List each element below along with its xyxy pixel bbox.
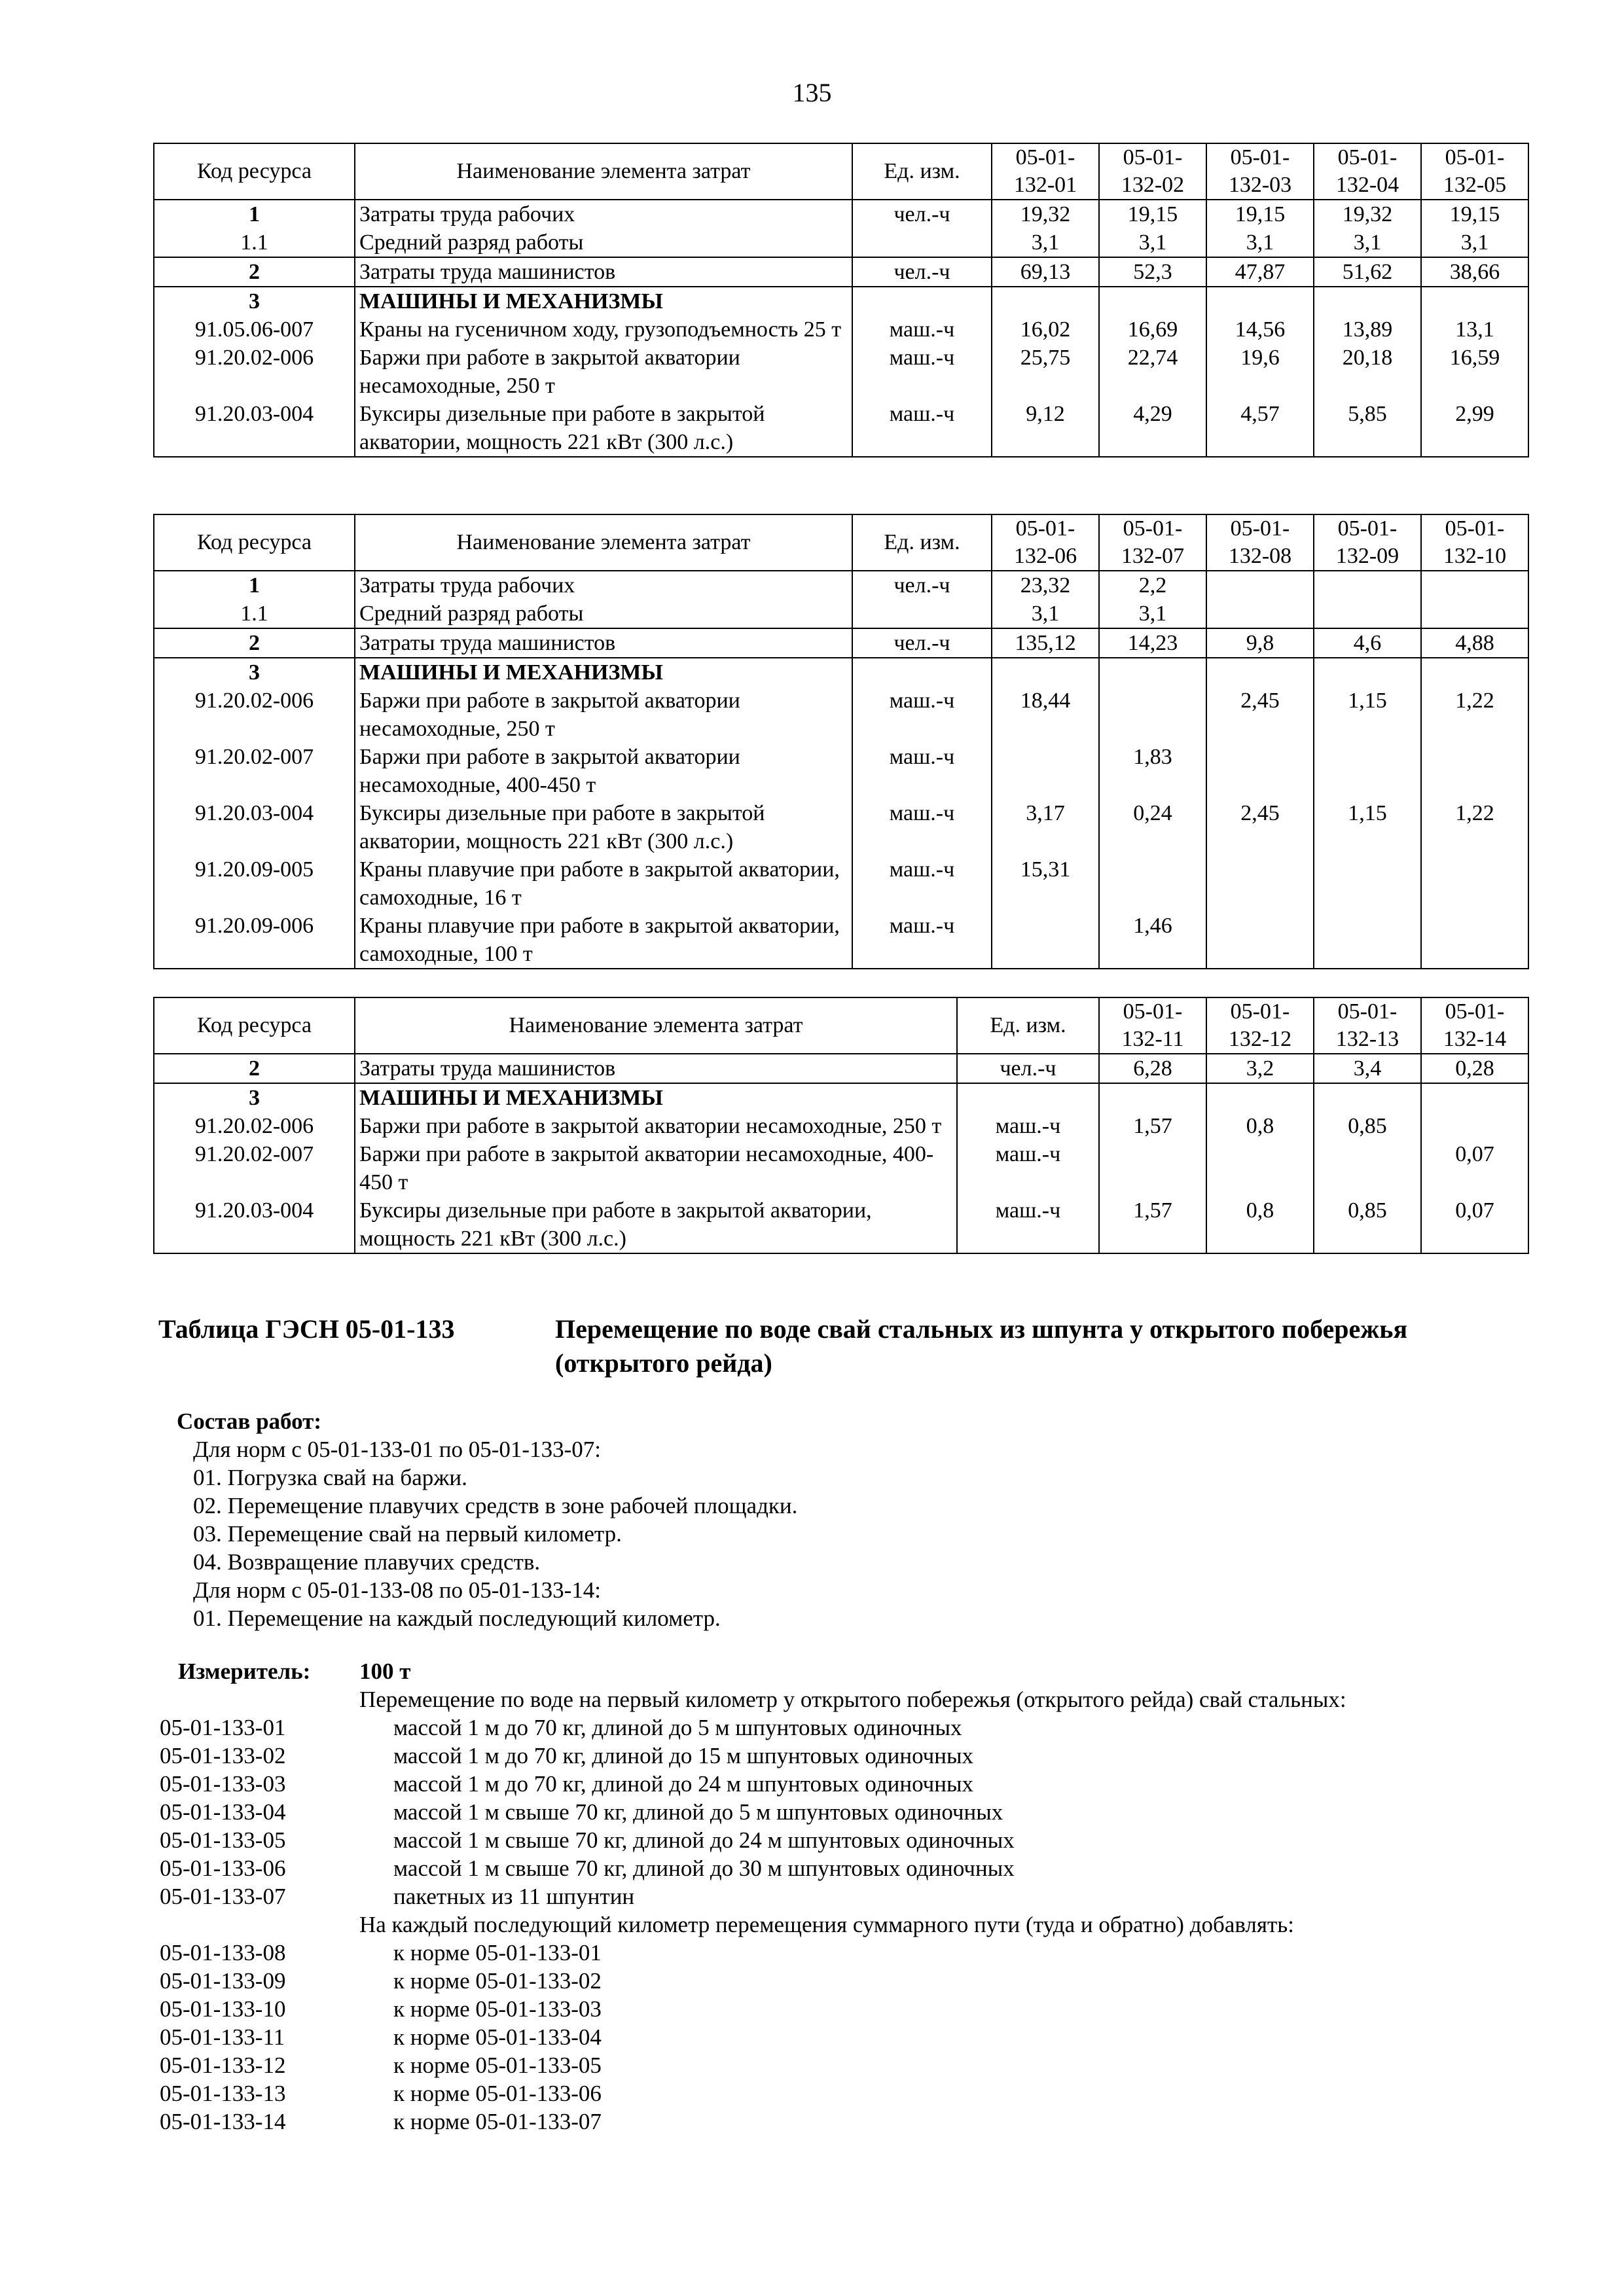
resource-code: 91.20.03-004 bbox=[154, 400, 355, 457]
table-row bbox=[154, 743, 1528, 799]
norm-code: 05-01-133-09 bbox=[160, 1968, 286, 1994]
norm-row bbox=[160, 1826, 1346, 1854]
table-row bbox=[154, 600, 1528, 628]
norm-code: 05-01-133-03 bbox=[160, 1771, 286, 1797]
value-cell: 19,32 bbox=[1314, 200, 1421, 228]
col-header-norm: 05-01-132-14 bbox=[1421, 997, 1528, 1054]
value-cell bbox=[1206, 571, 1314, 600]
value-cell bbox=[1206, 658, 1314, 687]
resource-name: Баржи при работе в закрытой акватории несамоходные, 250 т bbox=[355, 344, 852, 400]
resource-code: 91.20.02-006 bbox=[154, 344, 355, 400]
value-cell: 19,15 bbox=[1421, 200, 1528, 228]
table-row bbox=[154, 257, 1528, 287]
resource-unit bbox=[852, 287, 992, 315]
norm-row bbox=[160, 1713, 1346, 1742]
value-cell bbox=[1206, 600, 1314, 628]
value-cell bbox=[1206, 912, 1314, 969]
value-cell: 25,75 bbox=[992, 344, 1099, 400]
value-cell: 3,17 bbox=[992, 799, 1099, 855]
meter-intro bbox=[160, 1910, 1346, 1939]
resource-unit: чел.-ч bbox=[852, 571, 992, 600]
value-cell bbox=[1099, 658, 1206, 687]
norm-code: 05-01-133-08 bbox=[160, 1940, 286, 1965]
value-cell: 9,8 bbox=[1206, 628, 1314, 658]
value-cell: 0,28 bbox=[1421, 1054, 1528, 1083]
resource-code: 91.20.09-005 bbox=[154, 855, 355, 912]
norm-desc: к норме 05-01-133-04 bbox=[393, 2024, 602, 2050]
value-cell: 19,32 bbox=[992, 200, 1099, 228]
value-cell: 1,22 bbox=[1421, 799, 1528, 855]
resource-table-2 bbox=[153, 514, 1529, 969]
value-cell: 22,74 bbox=[1099, 344, 1206, 400]
table-row bbox=[154, 228, 1528, 257]
table-row bbox=[154, 855, 1528, 912]
col-header-code: Код ресурса bbox=[154, 997, 355, 1054]
resource-name: Краны плавучие при работе в закрытой акватории, самоходные, 100 т bbox=[355, 912, 852, 969]
resource-unit: маш.-ч bbox=[852, 912, 992, 969]
table-row bbox=[154, 571, 1528, 600]
value-cell bbox=[1421, 658, 1528, 687]
col-header-norm: 05-01-132-11 bbox=[1099, 997, 1206, 1054]
norm-desc: к норме 05-01-133-05 bbox=[393, 2053, 602, 2078]
table-row bbox=[154, 799, 1528, 855]
resource-code: 1 bbox=[154, 571, 355, 600]
resource-unit bbox=[852, 228, 992, 257]
col-header-norm: 05-01-132-03 bbox=[1206, 143, 1314, 200]
value-cell: 1,57 bbox=[1099, 1196, 1206, 1253]
col-header-unit: Ед. изм. bbox=[852, 514, 992, 571]
value-cell: 3,1 bbox=[1314, 228, 1421, 257]
col-header-name: Наименование элемента затрат bbox=[355, 997, 957, 1054]
resource-name: Буксиры дизельные при работе в закрытой акватории, мощность 221 кВт (300 л.с.) bbox=[355, 799, 852, 855]
value-cell: 20,18 bbox=[1314, 344, 1421, 400]
meter-label: Измеритель: bbox=[178, 1659, 311, 1684]
resource-unit: маш.-ч bbox=[852, 344, 992, 400]
resource-name: Баржи при работе в закрытой акватории несамоходные, 400-450 т bbox=[355, 1140, 957, 1196]
value-cell bbox=[1206, 1083, 1314, 1112]
resource-code: 3 bbox=[154, 658, 355, 687]
value-cell: 3,1 bbox=[992, 228, 1099, 257]
norm-desc: массой 1 м свыше 70 кг, длиной до 30 м шпунтовых одиночных bbox=[393, 1856, 1015, 1881]
col-header-norm: 05-01-132-01 bbox=[992, 143, 1099, 200]
resource-code: 2 bbox=[154, 1054, 355, 1083]
value-cell bbox=[1099, 287, 1206, 315]
resource-code: 2 bbox=[154, 628, 355, 658]
table-row bbox=[154, 200, 1528, 228]
value-cell: 19,15 bbox=[1206, 200, 1314, 228]
value-cell bbox=[1314, 1083, 1421, 1112]
value-cell bbox=[1421, 743, 1528, 799]
norm-code: 05-01-133-02 bbox=[160, 1743, 286, 1768]
value-cell bbox=[1421, 1112, 1528, 1140]
value-cell: 23,32 bbox=[992, 571, 1099, 600]
resource-code: 2 bbox=[154, 257, 355, 287]
resource-code: 1.1 bbox=[154, 600, 355, 628]
value-cell bbox=[1099, 1140, 1206, 1196]
resource-code: 91.20.03-004 bbox=[154, 799, 355, 855]
norm-row bbox=[160, 1967, 1346, 1995]
value-cell: 0,8 bbox=[1206, 1112, 1314, 1140]
value-cell: 2,45 bbox=[1206, 799, 1314, 855]
resource-code: 91.20.02-007 bbox=[154, 1140, 355, 1196]
value-cell: 1,22 bbox=[1421, 687, 1528, 743]
meter-intro bbox=[160, 1685, 1346, 1713]
table-row bbox=[154, 400, 1528, 457]
norm-row bbox=[160, 2108, 1346, 2136]
norm-desc: массой 1 м до 70 кг, длиной до 24 м шпунтовых одиночных bbox=[393, 1771, 974, 1797]
resource-name: Буксиры дизельные при работе в закрытой акватории, мощность 221 кВт (300 л.с.) bbox=[355, 400, 852, 457]
composition-title: Состав работ: bbox=[177, 1408, 321, 1434]
value-cell: 3,1 bbox=[1099, 600, 1206, 628]
col-header-name: Наименование элемента затрат bbox=[355, 143, 852, 200]
value-cell: 16,69 bbox=[1099, 315, 1206, 344]
value-cell: 0,07 bbox=[1421, 1196, 1528, 1253]
value-cell: 0,85 bbox=[1314, 1112, 1421, 1140]
resource-table-3 bbox=[153, 997, 1529, 1254]
norm-row bbox=[160, 1770, 1346, 1798]
norm-desc: к норме 05-01-133-01 bbox=[393, 1940, 602, 1965]
resource-code: 91.20.03-004 bbox=[154, 1196, 355, 1253]
resource-name: Баржи при работе в закрытой акватории несамоходные, 400-450 т bbox=[355, 743, 852, 799]
table-row bbox=[154, 687, 1528, 743]
value-cell: 9,12 bbox=[992, 400, 1099, 457]
norm-desc: массой 1 м свыше 70 кг, длиной до 5 м шпунтовых одиночных bbox=[393, 1799, 1003, 1825]
resource-unit: маш.-ч bbox=[852, 315, 992, 344]
value-cell bbox=[1314, 287, 1421, 315]
value-cell: 4,29 bbox=[1099, 400, 1206, 457]
value-cell: 1,15 bbox=[1314, 799, 1421, 855]
resource-code: 91.20.09-006 bbox=[154, 912, 355, 969]
norm-desc: массой 1 м до 70 кг, длиной до 15 м шпунтовых одиночных bbox=[393, 1743, 974, 1768]
norm-desc: массой 1 м до 70 кг, длиной до 5 м шпунтовых одиночных bbox=[393, 1715, 962, 1740]
norm-desc: к норме 05-01-133-06 bbox=[393, 2081, 602, 2106]
resource-code: 91.20.02-006 bbox=[154, 687, 355, 743]
table-header-row bbox=[154, 514, 1528, 571]
resource-name: Баржи при работе в закрытой акватории несамоходные, 250 т bbox=[355, 687, 852, 743]
table-code-title: Таблица ГЭСН 05-01-133 bbox=[158, 1314, 455, 1344]
col-header-norm: 05-01-132-06 bbox=[992, 514, 1099, 571]
resource-name: Затраты труда машинистов bbox=[355, 1054, 957, 1083]
resource-code: 91.20.02-007 bbox=[154, 743, 355, 799]
value-cell bbox=[1314, 912, 1421, 969]
value-cell bbox=[1421, 912, 1528, 969]
value-cell bbox=[1314, 855, 1421, 912]
table-row bbox=[154, 1196, 1528, 1253]
resource-unit: чел.-ч bbox=[852, 628, 992, 658]
norm-code: 05-01-133-06 bbox=[160, 1856, 286, 1881]
norm-code: 05-01-133-05 bbox=[160, 1827, 286, 1853]
resource-code: 3 bbox=[154, 287, 355, 315]
col-header-norm: 05-01-132-13 bbox=[1314, 997, 1421, 1054]
table-row bbox=[154, 344, 1528, 400]
norm-row bbox=[160, 1798, 1346, 1826]
value-cell bbox=[1421, 571, 1528, 600]
value-cell: 1,57 bbox=[1099, 1112, 1206, 1140]
value-cell bbox=[1206, 287, 1314, 315]
resource-name: Буксиры дизельные при работе в закрытой акватории, мощность 221 кВт (300 л.с.) bbox=[355, 1196, 957, 1253]
value-cell bbox=[1099, 687, 1206, 743]
value-cell bbox=[1421, 600, 1528, 628]
col-header-norm: 05-01-132-04 bbox=[1314, 143, 1421, 200]
value-cell: 52,3 bbox=[1099, 257, 1206, 287]
value-cell: 16,02 bbox=[992, 315, 1099, 344]
value-cell: 69,13 bbox=[992, 257, 1099, 287]
composition-line: 03. Перемещение свай на первый километр. bbox=[193, 1521, 622, 1547]
value-cell: 1,46 bbox=[1099, 912, 1206, 969]
resource-code: 91.20.02-006 bbox=[154, 1112, 355, 1140]
value-cell: 14,56 bbox=[1206, 315, 1314, 344]
table-row bbox=[154, 1112, 1528, 1140]
norm-code: 05-01-133-01 bbox=[160, 1715, 286, 1740]
composition-line: 02. Перемещение плавучих средств в зоне рабочей площадки. bbox=[193, 1493, 798, 1518]
norm-row bbox=[160, 2051, 1346, 2079]
value-cell bbox=[1206, 855, 1314, 912]
value-cell: 14,23 bbox=[1099, 628, 1206, 658]
col-header-norm: 05-01-132-09 bbox=[1314, 514, 1421, 571]
value-cell bbox=[1421, 1083, 1528, 1112]
value-cell: 1,15 bbox=[1314, 687, 1421, 743]
value-cell: 5,85 bbox=[1314, 400, 1421, 457]
resource-name: Краны плавучие при работе в закрытой акватории, самоходные, 16 т bbox=[355, 855, 852, 912]
value-cell: 19,15 bbox=[1099, 200, 1206, 228]
resource-name: Баржи при работе в закрытой акватории несамоходные, 250 т bbox=[355, 1112, 957, 1140]
resource-unit: маш.-ч bbox=[852, 799, 992, 855]
value-cell: 0,8 bbox=[1206, 1196, 1314, 1253]
value-cell: 6,28 bbox=[1099, 1054, 1206, 1083]
value-cell bbox=[1314, 571, 1421, 600]
col-header-name: Наименование элемента затрат bbox=[355, 514, 852, 571]
value-cell: 2,99 bbox=[1421, 400, 1528, 457]
resource-code: 3 bbox=[154, 1083, 355, 1112]
resource-unit: чел.-ч bbox=[957, 1054, 1099, 1083]
norm-row bbox=[160, 2023, 1346, 2051]
resource-name: Средний разряд работы bbox=[355, 600, 852, 628]
meter-row bbox=[160, 1657, 1346, 1685]
resource-name: МАШИНЫ И МЕХАНИЗМЫ bbox=[355, 658, 852, 687]
col-header-unit: Ед. изм. bbox=[852, 143, 992, 200]
norm-code: 05-01-133-13 bbox=[160, 2081, 286, 2106]
value-cell: 2,45 bbox=[1206, 687, 1314, 743]
resource-unit: маш.-ч bbox=[852, 743, 992, 799]
value-cell: 3,1 bbox=[992, 600, 1099, 628]
col-header-code: Код ресурса bbox=[154, 143, 355, 200]
value-cell bbox=[992, 287, 1099, 315]
value-cell bbox=[992, 743, 1099, 799]
value-cell: 3,1 bbox=[1206, 228, 1314, 257]
value-cell: 3,1 bbox=[1099, 228, 1206, 257]
table-row bbox=[154, 658, 1528, 687]
resource-unit: маш.-ч bbox=[852, 855, 992, 912]
resource-name: Краны на гусеничном ходу, грузоподъемность 25 т bbox=[355, 315, 852, 344]
value-cell bbox=[1421, 287, 1528, 315]
col-header-norm: 05-01-132-07 bbox=[1099, 514, 1206, 571]
table-heading: Перемещение по воде свай стальных из шпунта у открытого побережья (открытого рейда) bbox=[555, 1314, 1408, 1378]
value-cell: 19,6 bbox=[1206, 344, 1314, 400]
value-cell: 3,4 bbox=[1314, 1054, 1421, 1083]
resource-name: Затраты труда рабочих bbox=[355, 571, 852, 600]
norm-code: 05-01-133-10 bbox=[160, 1996, 286, 2022]
table-header-row bbox=[154, 997, 1528, 1054]
resource-unit: маш.-ч bbox=[852, 400, 992, 457]
col-header-norm: 05-01-132-12 bbox=[1206, 997, 1314, 1054]
resource-unit: маш.-ч bbox=[852, 687, 992, 743]
resource-name: МАШИНЫ И МЕХАНИЗМЫ bbox=[355, 287, 852, 315]
norm-code: 05-01-133-11 bbox=[160, 2024, 285, 2050]
composition-line: 04. Возвращение плавучих средств. bbox=[193, 1549, 541, 1575]
page-number: 135 bbox=[792, 78, 832, 107]
table-row bbox=[154, 287, 1528, 315]
col-header-norm: 05-01-132-02 bbox=[1099, 143, 1206, 200]
resource-name: Средний разряд работы bbox=[355, 228, 852, 257]
meter-intro-text: На каждый последующий километр перемещения суммарного пути (туда и обратно) добавлять: bbox=[359, 1912, 1294, 1937]
composition-line: Для норм с 05-01-133-08 по 05-01-133-14: bbox=[193, 1577, 601, 1603]
resource-name: Затраты труда машинистов bbox=[355, 628, 852, 658]
resource-unit: маш.-ч bbox=[957, 1196, 1099, 1253]
norm-code: 05-01-133-07 bbox=[160, 1884, 286, 1909]
norm-code: 05-01-133-04 bbox=[160, 1799, 286, 1825]
table-row bbox=[154, 1083, 1528, 1112]
table-row bbox=[154, 1140, 1528, 1196]
norm-row bbox=[160, 1995, 1346, 2023]
col-header-unit: Ед. изм. bbox=[957, 997, 1099, 1054]
norm-code: 05-01-133-14 bbox=[160, 2109, 286, 2134]
value-cell: 135,12 bbox=[992, 628, 1099, 658]
resource-name: Затраты труда машинистов bbox=[355, 257, 852, 287]
value-cell bbox=[1206, 1140, 1314, 1196]
value-cell: 1,83 bbox=[1099, 743, 1206, 799]
value-cell: 3,2 bbox=[1206, 1054, 1314, 1083]
norm-code: 05-01-133-12 bbox=[160, 2053, 286, 2078]
resource-name: Затраты труда рабочих bbox=[355, 200, 852, 228]
composition-line: 01. Перемещение на каждый последующий километр. bbox=[193, 1605, 721, 1631]
col-header-norm: 05-01-132-08 bbox=[1206, 514, 1314, 571]
col-header-code: Код ресурса bbox=[154, 514, 355, 571]
col-header-norm: 05-01-132-10 bbox=[1421, 514, 1528, 571]
table-row bbox=[154, 315, 1528, 344]
value-cell: 13,89 bbox=[1314, 315, 1421, 344]
value-cell: 0,24 bbox=[1099, 799, 1206, 855]
value-cell: 13,1 bbox=[1421, 315, 1528, 344]
work-composition bbox=[177, 1407, 797, 1632]
value-cell: 18,44 bbox=[992, 687, 1099, 743]
norm-desc: к норме 05-01-133-07 bbox=[393, 2109, 602, 2134]
resource-code: 1 bbox=[154, 200, 355, 228]
resource-unit bbox=[852, 600, 992, 628]
value-cell: 47,87 bbox=[1206, 257, 1314, 287]
value-cell bbox=[992, 658, 1099, 687]
resource-unit bbox=[852, 658, 992, 687]
value-cell: 4,6 bbox=[1314, 628, 1421, 658]
norm-row bbox=[160, 1882, 1346, 1910]
value-cell: 4,88 bbox=[1421, 628, 1528, 658]
value-cell: 38,66 bbox=[1421, 257, 1528, 287]
resource-unit bbox=[957, 1083, 1099, 1112]
table-row bbox=[154, 628, 1528, 658]
col-header-norm: 05-01-132-05 bbox=[1421, 143, 1528, 200]
resource-unit: маш.-ч bbox=[957, 1140, 1099, 1196]
value-cell: 3,1 bbox=[1421, 228, 1528, 257]
norm-desc: к норме 05-01-133-03 bbox=[393, 1996, 602, 2022]
resource-code: 91.05.06-007 bbox=[154, 315, 355, 344]
value-cell bbox=[1099, 855, 1206, 912]
value-cell bbox=[1314, 600, 1421, 628]
composition-line: Для норм с 05-01-133-01 по 05-01-133-07: bbox=[193, 1437, 601, 1462]
resource-unit: чел.-ч bbox=[852, 257, 992, 287]
norm-row bbox=[160, 2079, 1346, 2108]
meter-section bbox=[160, 1657, 1346, 2136]
value-cell bbox=[1099, 1083, 1206, 1112]
value-cell: 16,59 bbox=[1421, 344, 1528, 400]
table-row bbox=[154, 1054, 1528, 1083]
table-row bbox=[154, 912, 1528, 969]
value-cell: 4,57 bbox=[1206, 400, 1314, 457]
value-cell bbox=[1206, 743, 1314, 799]
value-cell: 0,85 bbox=[1314, 1196, 1421, 1253]
norm-row bbox=[160, 1939, 1346, 1967]
resource-unit: чел.-ч bbox=[852, 200, 992, 228]
norm-desc: пакетных из 11 шпунтин bbox=[393, 1884, 635, 1909]
resource-name: МАШИНЫ И МЕХАНИЗМЫ bbox=[355, 1083, 957, 1112]
value-cell: 0,07 bbox=[1421, 1140, 1528, 1196]
norm-desc: к норме 05-01-133-02 bbox=[393, 1968, 602, 1994]
resource-table-1 bbox=[153, 143, 1529, 457]
value-cell bbox=[1421, 855, 1528, 912]
value-cell bbox=[1314, 743, 1421, 799]
value-cell bbox=[1314, 658, 1421, 687]
norm-row bbox=[160, 1854, 1346, 1882]
norm-desc: массой 1 м свыше 70 кг, длиной до 24 м шпунтовых одиночных bbox=[393, 1827, 1015, 1853]
value-cell: 51,62 bbox=[1314, 257, 1421, 287]
value-cell: 2,2 bbox=[1099, 571, 1206, 600]
value-cell: 15,31 bbox=[992, 855, 1099, 912]
resource-unit: маш.-ч bbox=[957, 1112, 1099, 1140]
table-header-row bbox=[154, 143, 1528, 200]
norm-row bbox=[160, 1742, 1346, 1770]
resource-code: 1.1 bbox=[154, 228, 355, 257]
value-cell bbox=[1314, 1140, 1421, 1196]
meter-intro-text: Перемещение по воде на первый километр у открытого побережья (открытого рейда) свай стальных: bbox=[359, 1687, 1346, 1712]
value-cell bbox=[992, 912, 1099, 969]
composition-line: 01. Погрузка свай на баржи. bbox=[193, 1465, 467, 1490]
meter-value: 100 т bbox=[359, 1659, 411, 1684]
